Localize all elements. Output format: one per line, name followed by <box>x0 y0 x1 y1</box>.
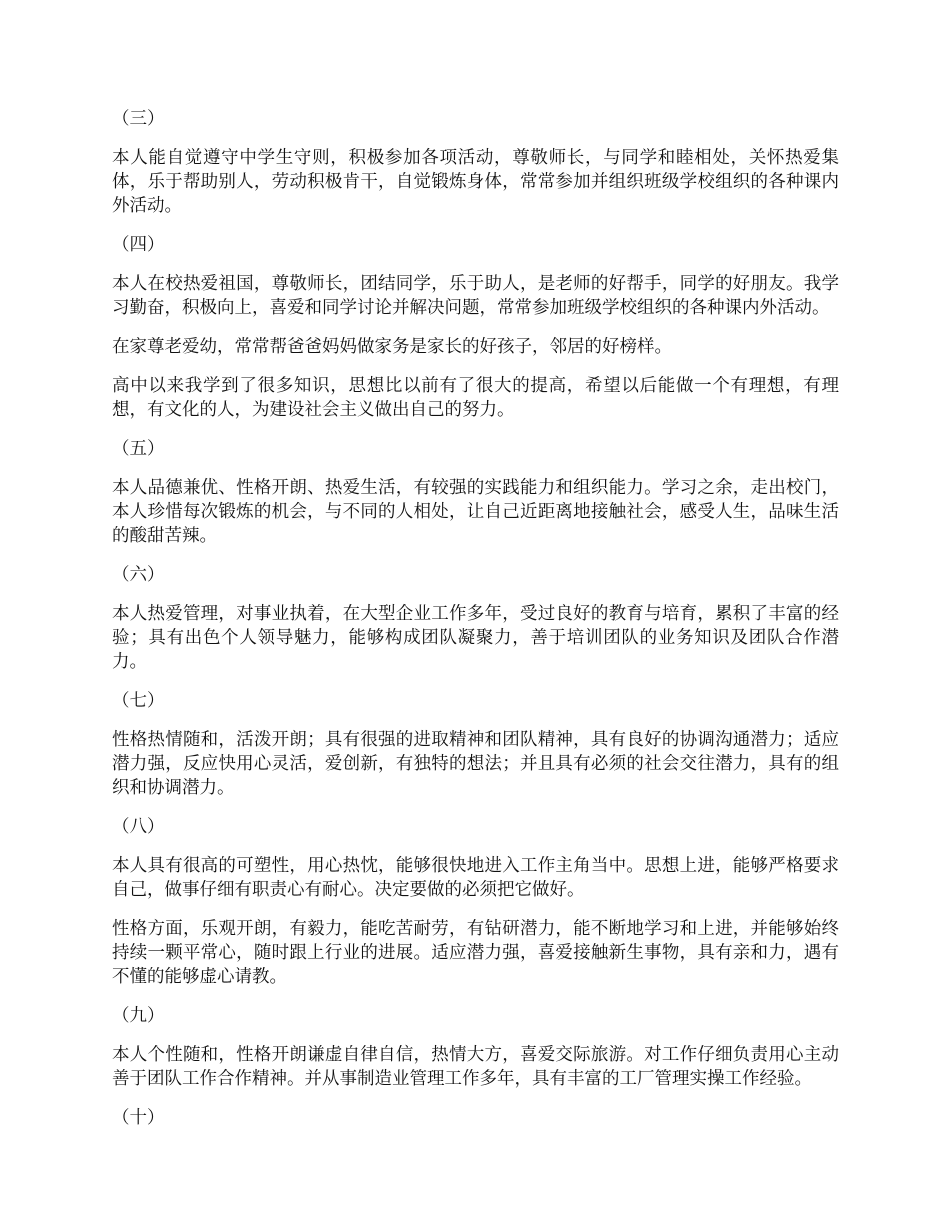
section-5 <box>112 437 839 548</box>
section-heading: （九） <box>112 1006 165 1026</box>
paragraph: 本人个性随和，性格开朗谦虚自律自信，热情大方，喜爱交际旅游。对工作仔细负责用心主动善于团队工作合作精神。并从事制造业管理工作多年，具有丰富的工厂管理实操工作经验。 <box>112 1045 839 1089</box>
section-heading: （八） <box>112 817 165 837</box>
section-heading: （十） <box>112 1108 165 1128</box>
paragraph: 性格方面，乐观开朗，有毅力，能吃苦耐劳，有钻研潜力，能不断地学习和上进，并能够始终持续一颗平常心，随时跟上行业的进展。适应潜力强，喜爱接触新生事物，具有亲和力，遇有不懂的能够虚心请教。 <box>112 919 839 987</box>
section-heading: （六） <box>112 565 165 585</box>
section-heading: （四） <box>112 235 165 255</box>
section-6 <box>112 563 839 674</box>
section-8 <box>112 815 839 989</box>
section-9 <box>112 1004 839 1091</box>
paragraph: 性格热情随和，活泼开朗；具有很强的进取精神和团队精神，具有良好的协调沟通潜力；适应潜力强，反应快用心灵活，爱创新，有独特的想法；并且具有必须的社会交往潜力，具有的组织和协调潜力。 <box>112 730 839 798</box>
document-body <box>112 107 839 1145</box>
paragraph: 本人品德兼优、性格开朗、热爱生活，有较强的实践能力和组织能力。学习之余，走出校门，本人珍惜每次锻炼的机会，与不同的人相处，让自己近距离地接触社会，感受人生，品味生活的酸甜苦辣。 <box>112 478 839 546</box>
paragraph: 本人能自觉遵守中学生守则，积极参加各项活动，尊敬师长，与同学和睦相处，关怀热爱集体，乐于帮助别人，劳动积极肯干，自觉锻炼身体，常常参加并组织班级学校组织的各种课内外活动。 <box>112 148 839 216</box>
section-3 <box>112 107 839 218</box>
paragraph: 本人具有很高的可塑性，用心热忱，能够很快地进入工作主角当中。思想上进，能够严格要求自己，做事仔细有职责心有耐心。决定要做的必须把它做好。 <box>112 856 839 900</box>
paragraph: 在家尊老爱幼，常常帮爸爸妈妈做家务是家长的好孩子，邻居的好榜样。 <box>112 337 672 357</box>
section-heading: （五） <box>112 439 165 459</box>
paragraph: 高中以来我学到了很多知识，思想比以前有了很大的提高，希望以后能做一个有理想，有理想，有文化的人，为建设社会主义做出自己的努力。 <box>112 376 839 420</box>
section-heading: （七） <box>112 691 165 711</box>
paragraph: 本人在校热爱祖国，尊敬师长，团结同学，乐于助人，是老师的好帮手，同学的好朋友。我学习勤奋，积极向上，喜爱和同学讨论并解决问题，常常参加班级学校组织的各种课内外活动。 <box>112 274 839 318</box>
section-7 <box>112 689 839 800</box>
paragraph: 本人热爱管理，对事业执着，在大型企业工作多年，受过良好的教育与培育，累积了丰富的经验；具有出色个人领导魅力，能够构成团队凝聚力，善于培训团队的业务知识及团队合作潜力。 <box>112 604 839 672</box>
section-4 <box>112 233 839 422</box>
section-10 <box>112 1106 839 1130</box>
section-heading: （三） <box>112 109 165 129</box>
